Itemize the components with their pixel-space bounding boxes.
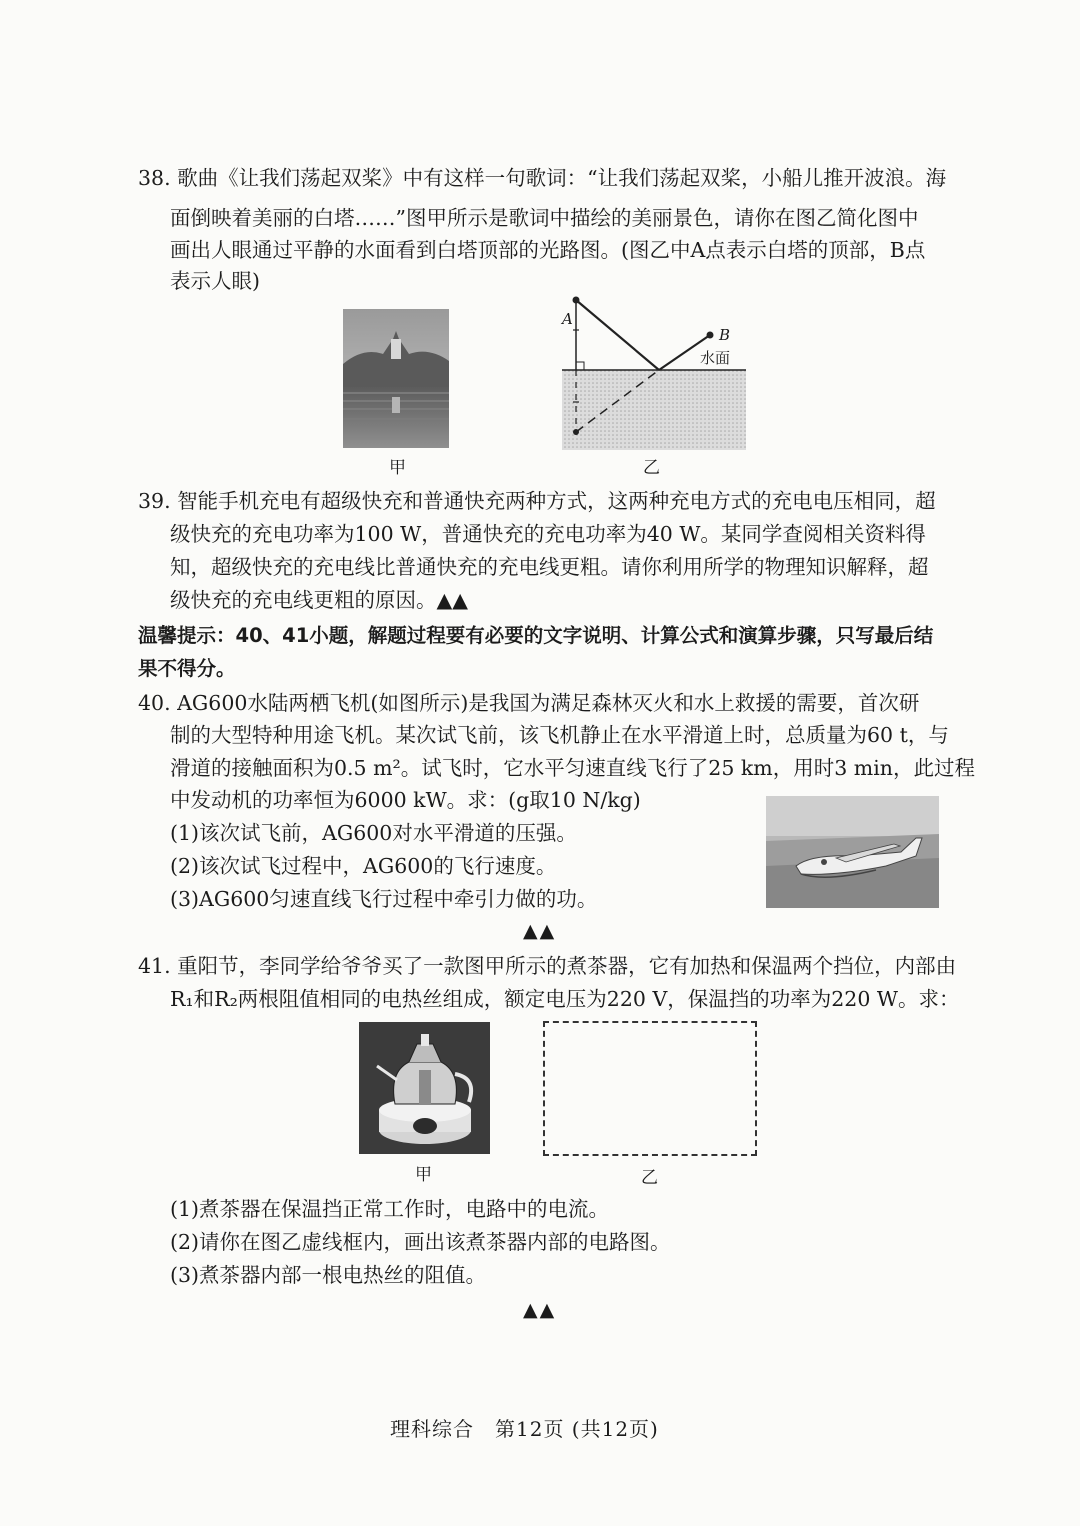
page-footer: 理科综合 第12页 (共12页) — [390, 1417, 659, 1441]
label-b: B — [719, 326, 731, 344]
q38-fig-a-caption: 甲 — [389, 458, 406, 478]
q39-line-3: 知，超级快充的充电线比普通快充的充电线更粗。请你利用所学的物理知识解释，超 — [170, 555, 929, 579]
q38-fig-b-caption: 乙 — [643, 458, 660, 478]
tip-line-2: 果不得分。 — [138, 657, 236, 680]
q41-sub-1: (1)煮茶器在保温挡正常工作时，电路中的电流。 — [170, 1197, 610, 1221]
q40-line-1: 40. AG600水陆两栖飞机(如图所示)是我国为满足森林灭火和水上救援的需要，首次研 — [138, 691, 920, 715]
q40-line-2: 制的大型特种用途飞机。某次试飞前，该飞机静止在水平滑道上时，总质量为60 t，与 — [170, 723, 949, 747]
label-a: A — [562, 310, 573, 328]
q38-line-4: 表示人眼) — [170, 269, 260, 293]
q40-sub-3: (3)AG600匀速直线飞行过程中牵引力做的功。 — [170, 887, 598, 911]
circuit-dashed-box — [543, 1021, 757, 1156]
point-b — [707, 332, 714, 339]
q40-line-3: 滑道的接触面积为0.5 m²。试飞时，它水平匀速直线飞行了25 km，用时3 min，此过程 — [170, 756, 975, 780]
q40-line-4: 中发动机的功率恒为6000 kW。求：(g取10 N/kg) — [170, 788, 641, 812]
ag600-photo — [766, 796, 939, 908]
q41-sub-2: (2)请你在图乙虚线框内，画出该煮茶器内部的电路图。 — [170, 1230, 671, 1254]
q38-line-2: 面倒映着美丽的白塔……”图甲所示是歌词中描绘的美丽景色，请你在图乙简化图中 — [170, 206, 919, 230]
water-region — [562, 370, 746, 450]
label-water: 水面 — [700, 349, 731, 367]
q41-fig-b-caption: 乙 — [641, 1168, 658, 1188]
q40-sub-1: (1)该次试飞前，AG600对水平滑道的压强。 — [170, 821, 577, 845]
q38-line-1: 38. 歌曲《让我们荡起双桨》中有这样一句歌词：“让我们荡起双桨，小船儿推开波浪。海 — [138, 166, 947, 190]
q41-sub-3: (3)煮茶器内部一根电热丝的阻值。 — [170, 1263, 487, 1287]
q39-line-2: 级快充的充电功率为100 W，普通快充的充电功率为40 W。某同学查阅相关资料得 — [170, 522, 926, 546]
reflection-diagram — [556, 290, 746, 450]
q41-fig-a-caption: 甲 — [415, 1165, 432, 1185]
pagoda-photo — [343, 309, 449, 448]
tip-line-1: 温馨提示：40、41小题，解题过程要有必要的文字说明、计算公式和演算步骤，只写最后结 — [138, 624, 934, 647]
q39-line-4: 级快充的充电线更粗的原因。▲▲ — [170, 588, 469, 612]
q38-line-3: 画出人眼通过平静的水面看到白塔顶部的光路图。(图乙中A点表示白塔的顶部，B点 — [170, 238, 926, 262]
q41-line-1: 41. 重阳节，李同学给爷爷买了一款图甲所示的煮茶器，它有加热和保温两个挡位，内部由 — [138, 954, 957, 978]
q41-line-2: R₁和R₂两根阻值相同的电热丝组成，额定电压为220 V，保温挡的功率为220 W。求： — [170, 987, 960, 1011]
incident-ray — [576, 300, 659, 370]
q40-sub-2: (2)该次试飞过程中，AG600的飞行速度。 — [170, 854, 557, 878]
q39-line-1: 39. 智能手机充电有超级快充和普通快充两种方式，这两种充电方式的充电电压相同，超 — [138, 489, 936, 513]
tea-maker-photo — [359, 1022, 490, 1154]
q40-answer-mark: ▲▲ — [523, 920, 557, 942]
point-a-image — [573, 429, 579, 435]
q41-answer-mark: ▲▲ — [523, 1299, 557, 1321]
point-a — [573, 297, 580, 304]
